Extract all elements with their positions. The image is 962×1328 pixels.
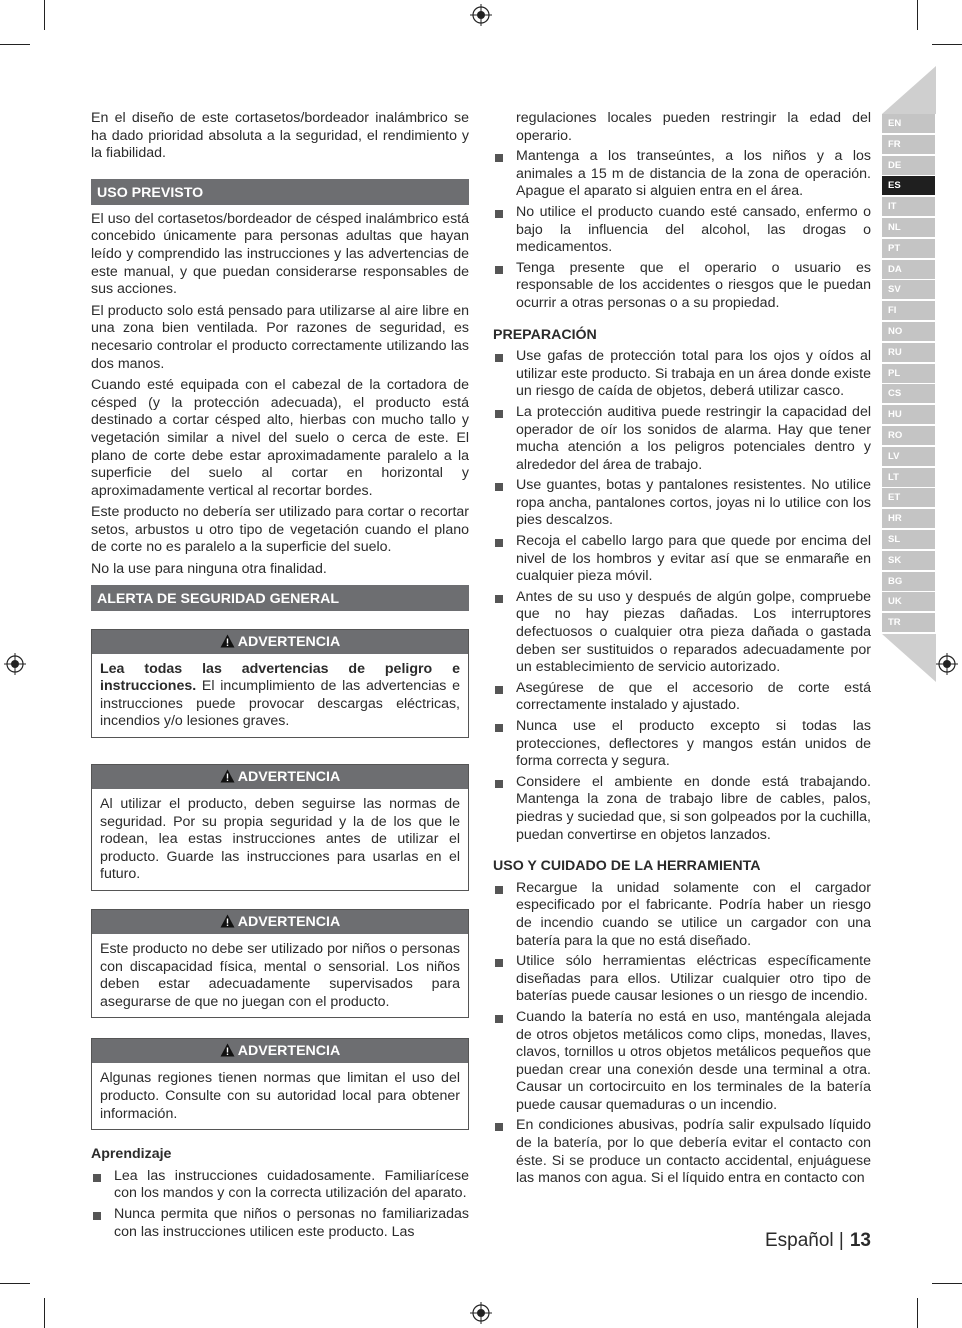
language-tab-tr: TR [882, 613, 935, 632]
warning-title: ADVERTENCIA [237, 914, 341, 930]
language-tab-no: NO [882, 322, 935, 341]
footer-language: Español | [764, 1230, 844, 1251]
language-tab-fi: FI [882, 301, 935, 320]
language-tab-de: DE [882, 156, 935, 175]
warning-bold-text: Lea todas las advertencias de peligro e instrucciones. [100, 660, 460, 695]
registration-mark-icon [936, 653, 958, 675]
list-item: Use gafas de protección total para los ojos y oídos al utilizar este producto. Si trabaja en un área donde existe un riesgo de caída de objetos, deberá utilizar casco. [493, 348, 871, 401]
registration-mark-icon [470, 4, 492, 26]
crop-mark [917, 1298, 918, 1328]
subheading-uso-cuidado: USO Y CUIDADO DE LA HERRAMIENTA [493, 858, 761, 875]
list-item: En condiciones abusivas, podría salir expulsado líquido de la batería, por lo que debería evitar el contacto con éste. Si se produce un contacto accidental, enjuáguese las manos con agua. Si el líquido entra en contacto con [493, 1117, 871, 1187]
warning-header [92, 765, 468, 789]
warning-triangle-icon [220, 1043, 235, 1057]
right-column [493, 110, 871, 1191]
list-item: Lea las instrucciones cuidadosamente. Familiarícese con los mandos y con la correcta utilización del aparato. [91, 1168, 469, 1203]
paragraph: El producto solo está pensado para utilizarse al aire libre en una zona bien ventilada. Por razones de seguridad, es necesario controlar el producto correctamente utilizando las dos manos. [91, 302, 469, 372]
warning-title: ADVERTENCIA [237, 769, 341, 786]
language-tab-da: DA [882, 260, 935, 279]
language-tab-et: ET [882, 488, 935, 507]
bullet-list [91, 1168, 469, 1241]
language-tab-hr: HR [882, 509, 935, 528]
language-tab-sk: SK [882, 551, 935, 570]
section-heading-uso-previsto: USO PREVISTO [91, 179, 469, 205]
paragraph: El uso del cortasetos/bordeador de césped inalámbrico está concebido únicamente para personas adultas que hayan leído y comprendido las instrucciones y las advertencias de este manual, y que puedan considerarse responsables de sus acciones. [91, 210, 469, 298]
warning-triangle-icon [220, 914, 235, 928]
list-item: Nunca use el producto excepto si todas las protecciones, deflectores y mangos están unidos de forma correcta y segura. [493, 718, 871, 771]
crop-mark [44, 1298, 45, 1328]
paragraph: Cuando esté equipada con el cabezal de la cortadora de césped (y la protección adecuada), el producto está destinado a cortar césped alto, hierbas con mucho tallo y vegetación similar a nivel del suelo o cerca de este. El plano de corte debe estar aproximadamente paralelo a la superficie del suelo al cortar en horizontal y aproximadamente vertical al recortar bordes. [91, 377, 469, 499]
crop-mark [932, 1283, 962, 1284]
language-tab-lv: LV [882, 447, 935, 466]
list-item: Utilice sólo herramientas eléctricas específicamente diseñadas para ellos. Utilizar cualquier otro tipo de baterías puede causar lesiones o un riesgo de incendio. [493, 953, 871, 1006]
warning-triangle-icon [220, 634, 235, 648]
language-tab-ro: RO [882, 426, 935, 445]
language-tab-cs: CS [882, 384, 935, 403]
list-item: Recoja el cabello largo para que quede por encima del nivel de los hombros y evitar así que se enmarañe en cualquier pieza móvil. [493, 533, 871, 586]
bullet-list [493, 148, 871, 312]
bullet-list [493, 348, 871, 844]
subheading-preparacion: PREPARACIÓN [493, 326, 597, 343]
sidebar-bottom-triangle [882, 634, 936, 682]
language-tab-sl: SL [882, 530, 935, 549]
warning-box [91, 909, 469, 1018]
language-tab-lt: LT [882, 468, 935, 487]
warning-title: ADVERTENCIA [237, 1043, 341, 1060]
warning-header [92, 910, 468, 934]
warning-box [91, 1038, 469, 1130]
list-item: Nunca permita que niños o personas no familiarizadas con las instrucciones utilicen este producto. Las [91, 1206, 469, 1241]
page-footer [765, 1230, 871, 1252]
paragraph: No la use para ninguna otra finalidad. [91, 561, 327, 578]
left-column [91, 110, 469, 1244]
sidebar-top-triangle [882, 66, 936, 114]
bullet-list [493, 880, 871, 1188]
warning-box [91, 764, 469, 891]
warning-header [92, 630, 468, 654]
language-tab-fr: FR [882, 135, 935, 154]
list-item: Recargue la unidad solamente con el cargador especificado por el fabricante. Podría haber un riesgo de incendio cuando se utilice un cargador con una batería para la que no está diseñado. [493, 880, 871, 950]
list-item: La protección auditiva puede restringir la capacidad del operador de oír los sonidos de alarma. Hay que tener mucha atención a los peligros potenciales dentro y alrededor del área de trabajo. [493, 404, 871, 474]
page-number: 13 [849, 1230, 871, 1251]
language-tab-pl: PL [882, 364, 935, 383]
warning-text: Al utilizar el producto, deben seguirse las normas de seguridad. Por su propia seguridad y la de los que le rodean, lea estas instrucciones antes de utilizar el producto. Guarde las instrucciones para usarlas en el futuro. [100, 796, 460, 883]
list-item: Use guantes, botas y pantalones resistentes. No utilice ropa ancha, pantalones cortos, joyas ni lo utilice con los pies descalzos. [493, 477, 871, 530]
list-item: Considere el ambiente en donde está trabajando. Mantenga la zona de trabajo libre de cables, palos, piedras y suciedad que, si son golpeados por la cuchilla, puedan convertirse en objetos lanzados. [493, 774, 871, 844]
list-item: Cuando la batería no está en uso, manténgala alejada de otros objetos metálicos como clips, monedas, llaves, clavos, tornillos u otros objetos metálicos pequeños que puedan crear una conexión desde una terminal a otra. Causar un cortocircuito en los terminales de la batería puede causar quemaduras o un incendio. [493, 1009, 871, 1115]
language-tab-uk: UK [882, 592, 935, 611]
continued-text: regulaciones locales pueden restringir la edad del operario. [516, 110, 871, 144]
crop-mark [0, 1283, 30, 1284]
crop-mark [917, 0, 918, 30]
language-tab-nl: NL [882, 218, 935, 237]
crop-mark [932, 44, 962, 45]
warning-box [91, 629, 469, 738]
language-tab-bg: BG [882, 572, 935, 591]
registration-mark-icon [470, 1302, 492, 1324]
warning-text: Este producto no debe ser utilizado por niños o personas con discapacidad física, mental o sensorial. Los niños deben estar adecuadamente supervisados para asegurarse de que no juegan con el producto. [100, 941, 460, 1010]
warning-title: ADVERTENCIA [237, 633, 341, 650]
section-heading-alerta: ALERTA DE SEGURIDAD GENERAL [91, 585, 469, 611]
language-tab-es: ES [882, 176, 935, 195]
warning-text: Algunas regiones tienen normas que limitan el uso del producto. Consulte con su autoridad local para obtener información. [100, 1070, 460, 1122]
warning-header [92, 1039, 468, 1063]
crop-mark [0, 44, 30, 45]
language-tab-en: EN [882, 114, 935, 133]
language-tab-sv: SV [882, 280, 935, 299]
warning-body-text: El incumplimiento de las advertencias e instrucciones puede provocar descargas eléctricas, incendios y/o lesiones graves. [100, 678, 460, 730]
list-item: Mantenga a los transeúntes, a los niños y a los animales a 15 m de distancia de la zona de operación. Apague el aparato si alguien entra en el área. [493, 148, 871, 201]
subheading-aprendizaje: Aprendizaje [91, 1146, 172, 1163]
warning-text [92, 654, 468, 737]
list-item: Tenga presente que el operario o usuario es responsable de los accidentes o riesgos que le puedan ocurrir a otras personas o a su propiedad. [493, 260, 871, 313]
warning-triangle-icon [220, 769, 235, 783]
paragraph: Este producto no debería ser utilizado para cortar o recortar setos, arbustos u otro tipo de vegetación cuando el plano de corte no es paralelo a la superficie del suelo. [91, 504, 469, 556]
language-tab-ru: RU [882, 343, 935, 362]
intro-paragraph: En el diseño de este cortasetos/bordeador inalámbrico se ha dado prioridad absoluta a la seguridad, el rendimiento y la fiabilidad. [91, 110, 469, 162]
crop-mark [44, 0, 45, 30]
language-tab-it: IT [882, 197, 935, 216]
registration-mark-icon [4, 653, 26, 675]
list-item: Asegúrese de que el accesorio de corte está correctamente instalado y ajustado. [493, 680, 871, 715]
language-tab-pt: PT [882, 239, 935, 258]
list-item: Antes de su uso y después de algún golpe, compruebe que no hay piezas dañadas. Los interruptores defectuosos o cualquier otra pieza dañada o gastada deben ser sustituidos o reparados adecuadamente por un establecimiento de servicio autorizado. [493, 589, 871, 677]
list-item: No utilice el producto cuando esté cansado, enfermo o bajo la influencia del alcohol, las drogas o medicamentos. [493, 204, 871, 257]
language-tab-hu: HU [882, 405, 935, 424]
